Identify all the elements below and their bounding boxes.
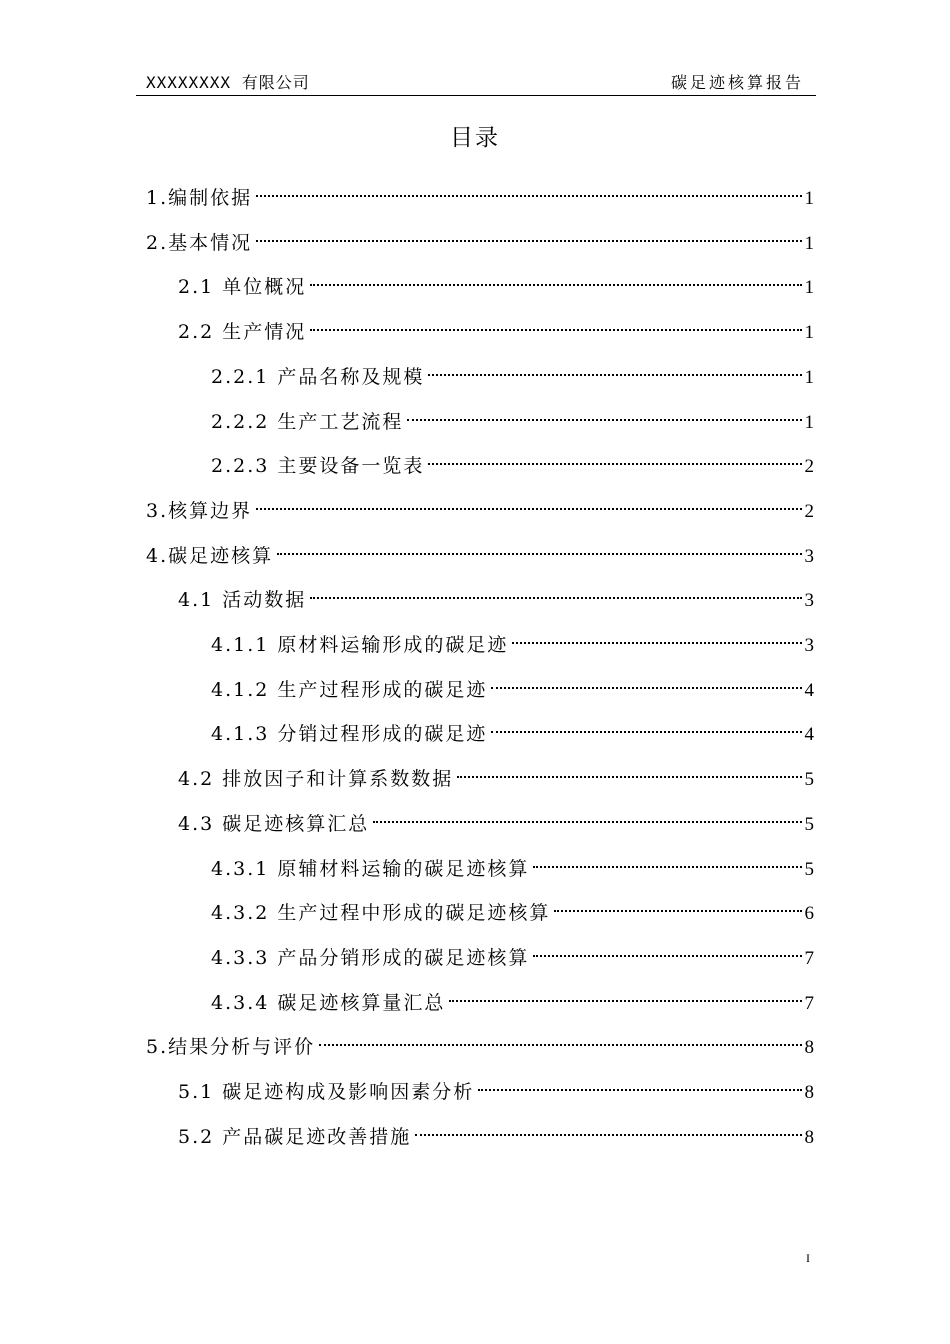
toc-entry-page: 8 [804,1082,814,1103]
toc-entry[interactable] [211,934,814,969]
toc-entry[interactable] [146,1023,814,1059]
toc-dot-leader [457,755,801,785]
toc-entry-label: 4.3.3 产品分销形成的碳足迹核算 [211,946,530,969]
toc-dot-leader [533,934,801,964]
header-company-name: XXXXXXXX 有限公司 [146,73,310,92]
toc-entry[interactable] [211,710,814,746]
toc-entry[interactable] [178,1113,814,1148]
toc-entry[interactable] [178,576,814,612]
toc-entry[interactable] [211,442,814,478]
toc-dot-leader [478,1068,801,1098]
toc-entry-page: 4 [804,679,814,701]
toc-dot-leader [310,308,801,338]
toc-entry-page: 1 [804,232,814,254]
toc-entry-label: 4.3.2 生产过程中形成的碳足迹核算 [211,902,551,925]
toc-dot-leader [373,800,801,830]
page-header [136,66,816,96]
toc-entry[interactable] [178,755,814,791]
toc-entry-page: 7 [804,947,814,969]
toc-entry-label: 2.2.3 主要设备一览表 [211,455,425,478]
toc-entry-page: 5 [804,858,814,880]
toc-entry-page: 4 [804,724,814,746]
toc-entry-label: 5.2 产品碳足迹改善措施 [178,1125,412,1148]
toc-entry[interactable] [211,666,814,701]
toc-entry[interactable] [146,487,814,522]
toc-entry[interactable] [178,800,814,835]
toc-entry-page: 3 [804,635,814,656]
toc-dot-leader [428,442,801,472]
toc-entry-label: 4.3.4 碳足迹核算量汇总 [211,991,446,1014]
toc-dot-leader [533,845,801,875]
toc-entry-label: 1.编制依据 [146,187,253,209]
toc-entry-label: 4.1.2 生产过程形成的碳足迹 [211,678,488,701]
toc-entry[interactable] [211,398,814,433]
toc-entry-page: 6 [804,903,814,925]
toc-dot-leader [428,353,801,383]
toc-entry-label: 2.2 生产情况 [178,321,307,344]
toc-entry-page: 7 [804,992,814,1014]
toc-entry-page: 3 [804,590,814,612]
toc-entry[interactable] [178,308,814,344]
toc-entry[interactable] [178,1068,814,1103]
toc-dot-leader [491,710,801,740]
toc-dot-leader [256,174,801,204]
toc-entry-label: 4.碳足迹核算 [146,544,274,567]
toc-entry[interactable] [146,174,814,209]
toc-entry-page: 3 [804,545,814,567]
toc-entry-label: 5.1 碳足迹构成及影响因素分析 [178,1081,475,1103]
toc-entry-label: 2.2.1 产品名称及规模 [211,365,425,388]
toc-entry-label: 4.2 排放因子和计算系数数据 [178,768,454,791]
toc-entry-page: 1 [804,322,814,344]
toc-entry-label: 2.基本情况 [146,231,253,254]
toc-entry[interactable] [211,979,814,1014]
toc-title: 目录 [450,125,500,151]
toc-dot-leader [256,487,801,517]
toc-entry-label: 4.3 碳足迹核算汇总 [178,812,370,835]
toc-dot-leader [415,1113,801,1143]
toc-entry-page: 2 [804,456,814,478]
toc-entry[interactable] [211,621,814,656]
toc-entry-label: 2.2.2 生产工艺流程 [211,410,404,433]
toc-entry-page: 2 [804,500,814,522]
toc-dot-leader [407,398,801,428]
toc-entry[interactable] [211,353,814,388]
toc-entry[interactable] [211,845,814,880]
toc-entry-label: 2.1 单位概况 [178,276,307,299]
toc-entry[interactable] [146,219,814,254]
toc-dot-leader [554,889,801,919]
header-report-title: 碳足迹核算报告 [670,73,804,92]
toc-entry-page: 1 [804,366,814,388]
toc-dot-leader [310,576,801,606]
toc-entry-page: 1 [804,188,814,209]
toc-entry-label: 4.1 活动数据 [178,589,307,612]
toc-entry[interactable] [178,263,814,299]
toc-entry-page: 8 [804,1126,814,1148]
toc-entry-label: 4.1.3 分销过程形成的碳足迹 [211,723,488,746]
toc-entry-page: 1 [804,411,814,433]
toc-dot-leader [449,979,801,1009]
toc-dot-leader [310,263,801,293]
toc-entry-page: 8 [804,1037,814,1059]
toc-entry-label: 5.结果分析与评价 [146,1036,316,1059]
toc-entry[interactable] [211,889,814,925]
toc-entry-page: 1 [804,277,814,299]
toc-entry-page: 5 [804,769,814,791]
toc-entry[interactable] [146,532,814,567]
toc-entry-label: 3.核算边界 [146,499,253,522]
toc-dot-leader [256,219,801,249]
toc-dot-leader [512,621,801,651]
page-number: I [806,1251,810,1265]
toc-dot-leader [277,532,801,562]
toc-entry-label: 4.3.1 原辅材料运输的碳足迹核算 [211,857,530,880]
toc-entry-page: 5 [804,813,814,835]
toc-dot-leader [319,1023,801,1053]
toc-dot-leader [491,666,801,696]
toc-entry-label: 4.1.1 原材料运输形成的碳足迹 [211,634,509,656]
